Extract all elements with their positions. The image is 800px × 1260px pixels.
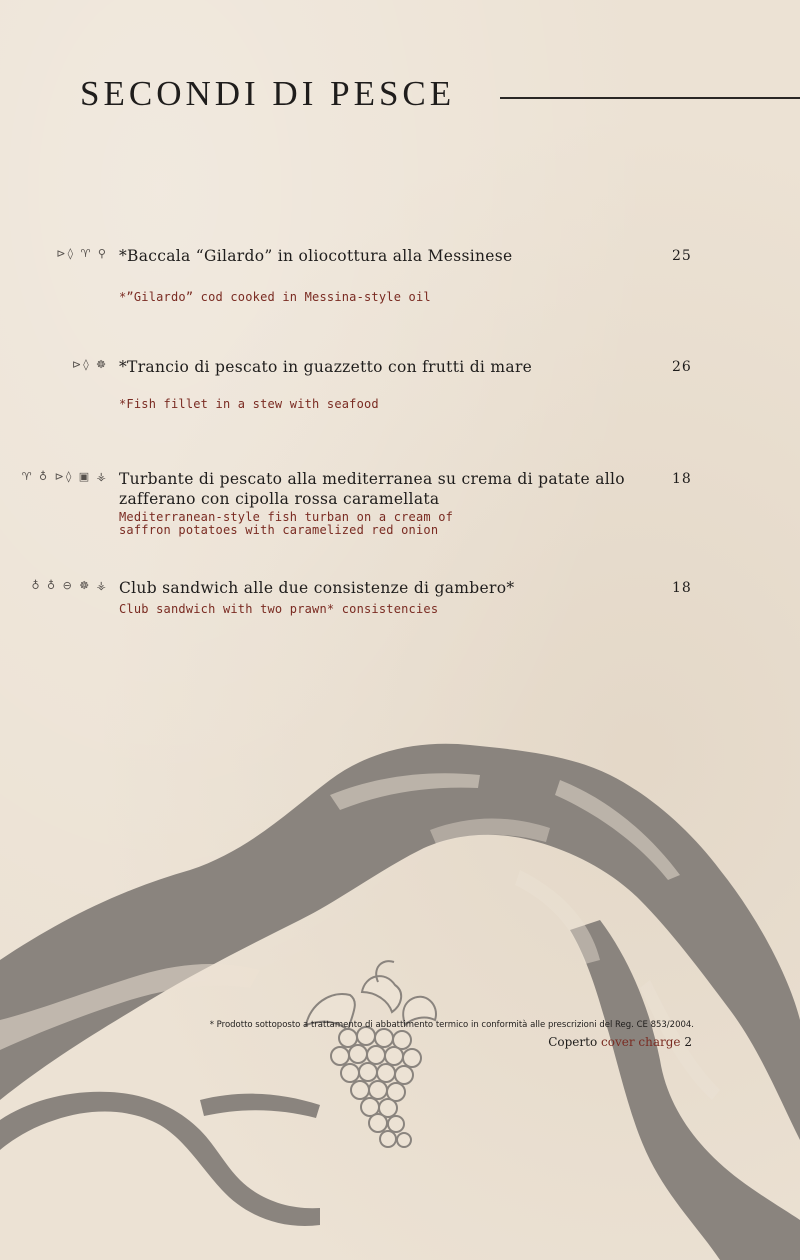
dish-description: *”Gilardo” cod cooked in Messina-style oil — [119, 290, 431, 304]
allergen-icons: ♈ ♁ ⊳◊ ▣ ⚶ — [21, 470, 108, 483]
allergen-icons: ⊳◊ ♈ ⚲ — [56, 247, 108, 260]
dish-price: 26 — [672, 359, 692, 375]
dish-price: 25 — [672, 248, 692, 264]
dish-description: Club sandwich with two prawn* consistencies — [119, 602, 439, 616]
page-title: SECONDI DI PESCE — [80, 74, 456, 113]
dish-name: *Trancio di pescato in guazzetto con frutti di mare — [119, 358, 533, 376]
dish-description: Mediterranean-style fish turban on a cream of saffron potatoes with caramelized red onion — [119, 510, 454, 537]
dish-name: Turbante di pescato alla mediterranea su crema di patate allo zafferano con cipolla rossa caramellata — [119, 470, 625, 508]
allergen-icons: ⊳◊ ☸ — [71, 358, 108, 371]
dish-name: *Baccala “Gilardo” in oliocottura alla Messinese — [119, 247, 513, 265]
footnote: * Prodotto sottoposto a trattamento di abbattimento termico in conformità alle prescrizioni del Reg. CE 853/2004. — [209, 1020, 694, 1030]
vine-illustration — [0, 720, 800, 1260]
title-rule — [500, 97, 800, 99]
coperto-label: Coperto — [548, 1035, 598, 1049]
dish-description: *Fish fillet in a stew with seafood — [119, 397, 379, 411]
dish-price: 18 — [672, 580, 692, 596]
dish-price: 18 — [672, 471, 692, 487]
grape-cluster-icon — [306, 961, 436, 1147]
cover-charge — [548, 1035, 692, 1049]
dish-name: Club sandwich alle due consistenze di gambero* — [119, 579, 515, 597]
allergen-icons: ♁ ♁ ⊖ ☸ ⚶ — [31, 579, 108, 592]
cover-charge-value: 2 — [684, 1035, 692, 1049]
cover-charge-label: cover charge — [601, 1035, 681, 1049]
